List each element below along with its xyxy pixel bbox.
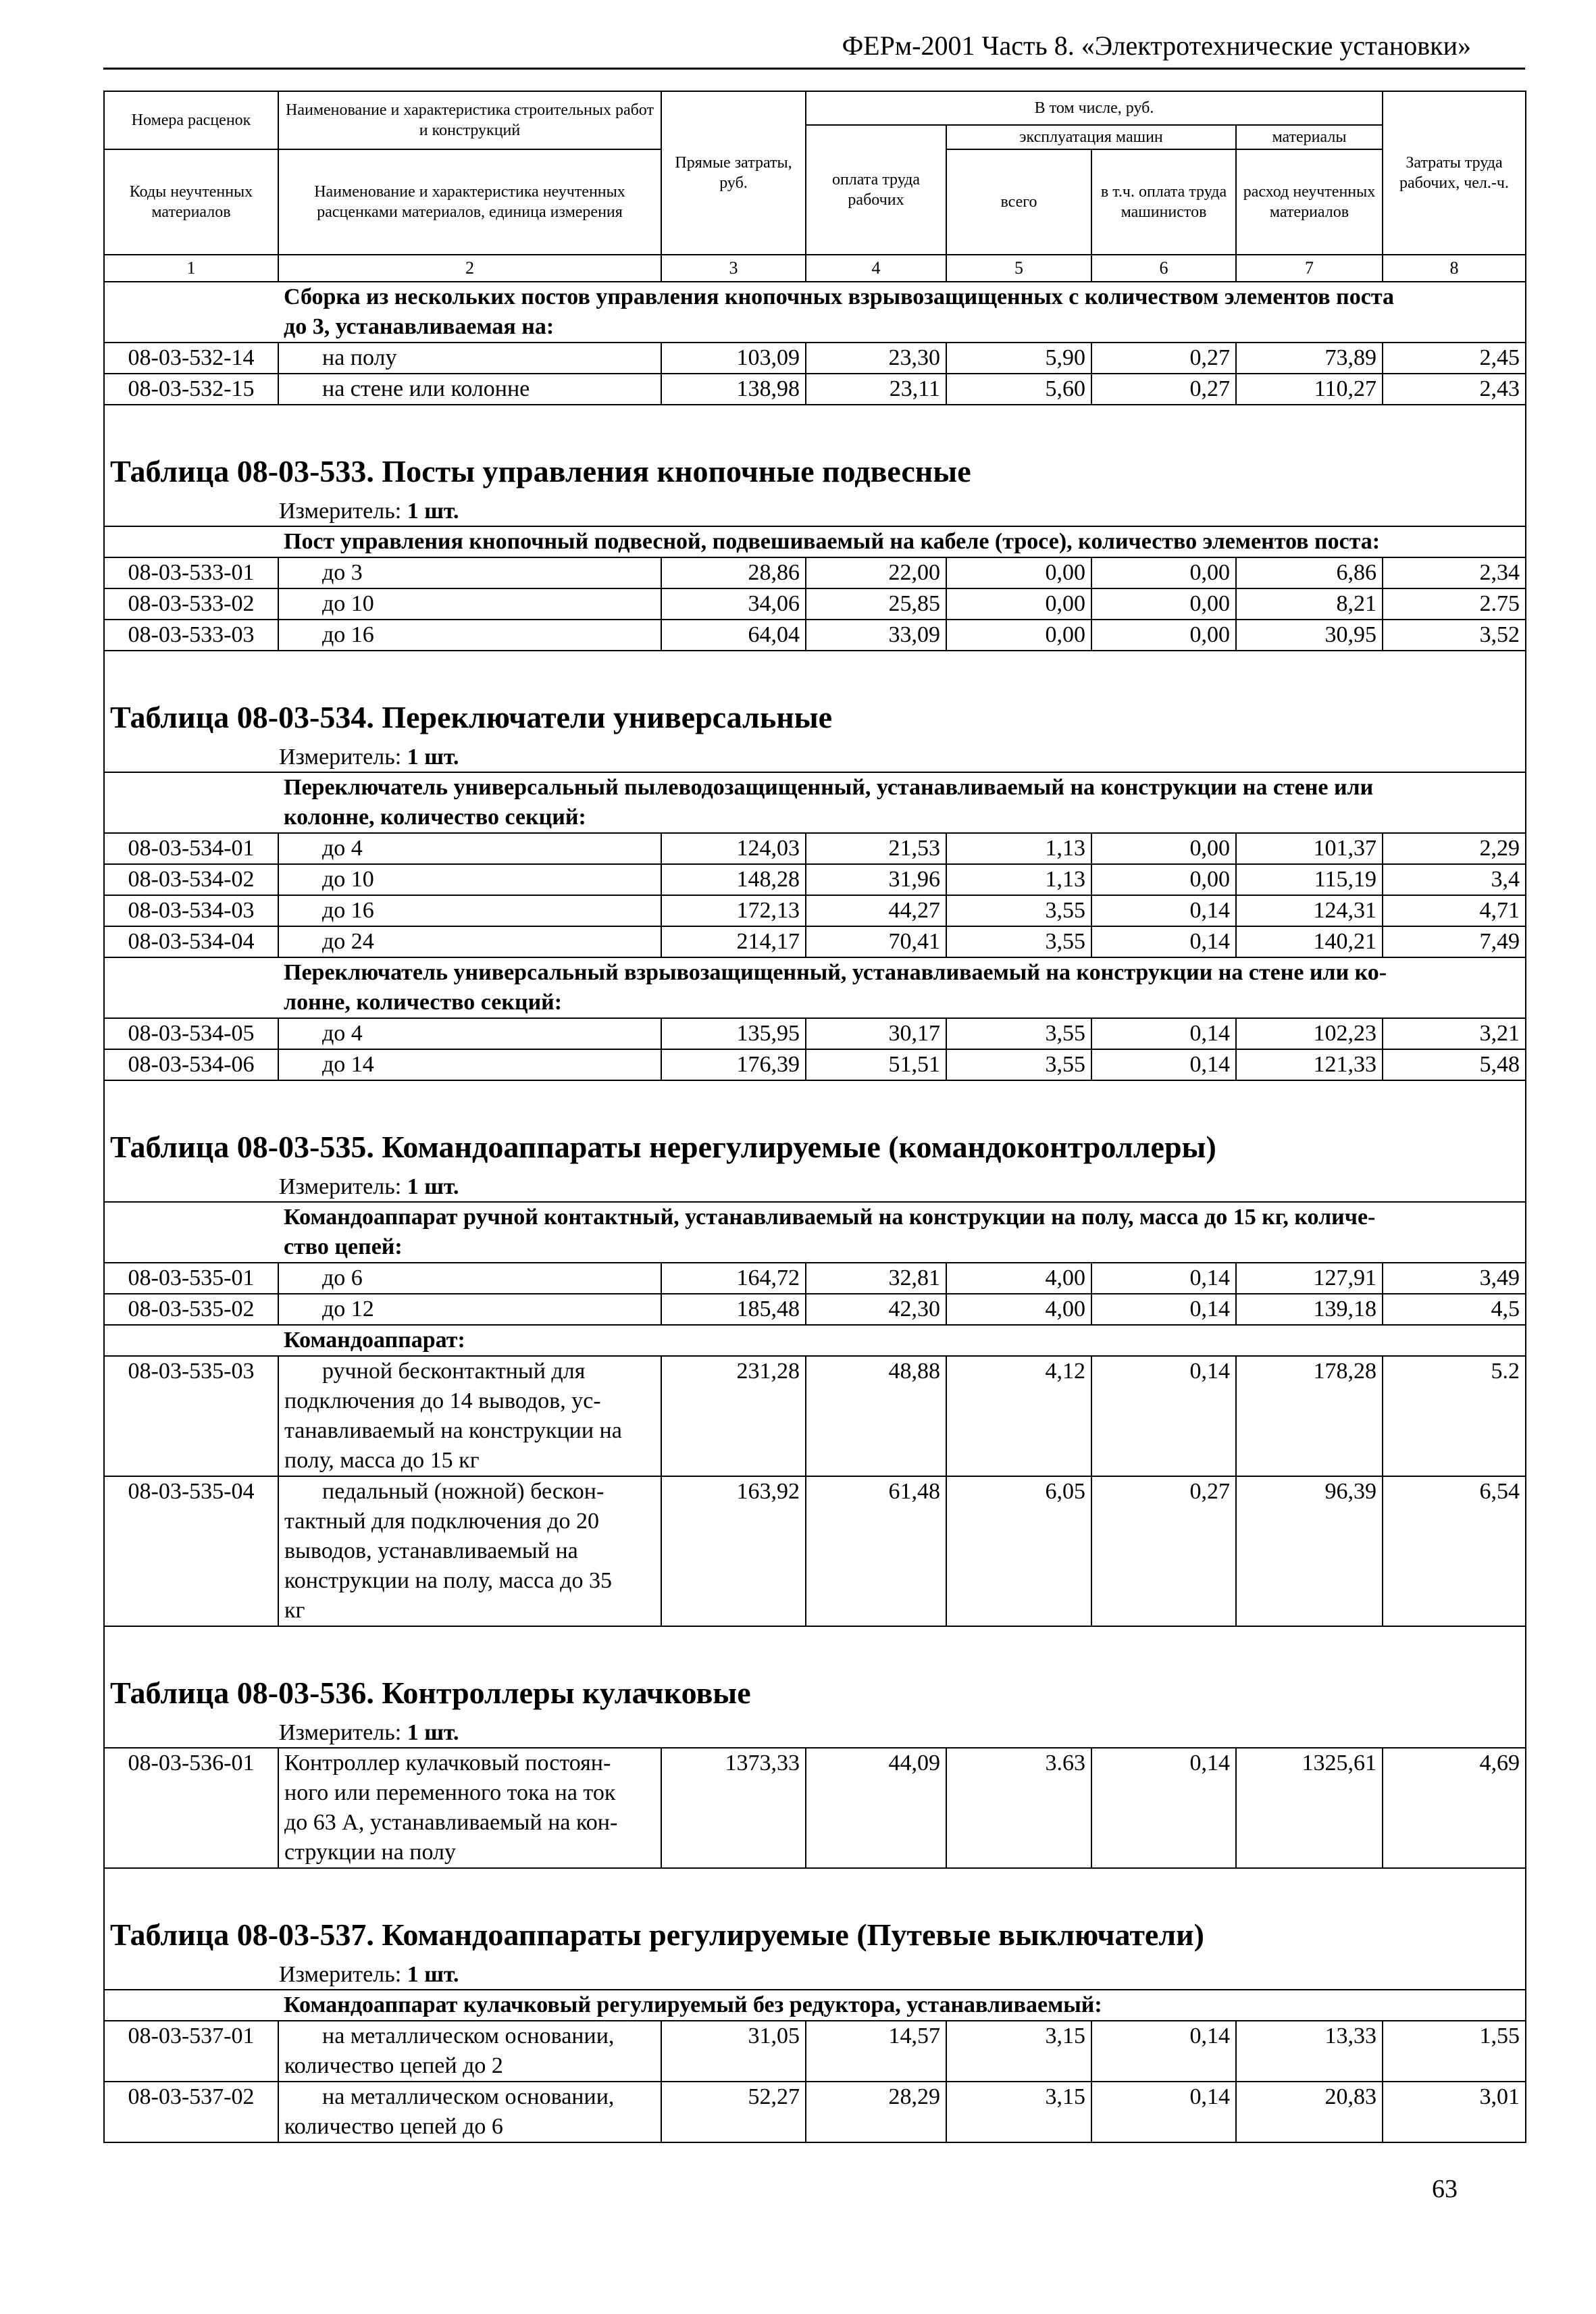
machine-total: 4,00 [946,1294,1091,1325]
machine-total: 1,13 [946,833,1091,864]
group-heading: Сборка из нескольких постов управления кнопочных взрывозащищенных с количеством элементов поста до 3, устанавливаемая на: [278,282,1526,343]
direct-costs: 1373,33 [661,1748,806,1868]
rates-table [103,91,1526,2143]
machinist-wage: 0,27 [1091,343,1236,374]
work-name: до 6 [278,1263,661,1294]
rate-code: 08-03-537-01 [104,2021,278,2082]
table-section-title-row [104,405,1526,497]
header-divider [103,68,1525,70]
rate-code: 08-03-534-01 [104,833,278,864]
work-name: на металлическом основании, количество цепей до 6 [278,2082,661,2142]
work-name: до 16 [278,895,661,926]
machinist-wage: 0,14 [1091,1294,1236,1325]
machine-total: 3,55 [946,895,1091,926]
rate-code: 08-03-535-02 [104,1294,278,1325]
rate-code: 08-03-534-05 [104,1018,278,1049]
worker-wage: 51,51 [806,1049,946,1080]
machine-total: 3,15 [946,2082,1091,2142]
unit-label: Измеритель: [279,1962,402,1987]
machinist-wage: 0,14 [1091,2082,1236,2142]
machine-total: 3,55 [946,1049,1091,1080]
group-heading: Пост управления кнопочный подвесной, подвешиваемый на кабеле (тросе), количество элементов поста: [278,526,1526,557]
labor-hours: 6,54 [1383,1476,1526,1626]
machine-total: 1,13 [946,864,1091,895]
machine-total: 3,55 [946,926,1091,957]
group-heading-row [104,1990,1526,2021]
worker-wage: 28,29 [806,2082,946,2142]
group-heading-row [104,957,1526,1018]
machinist-wage: 0,14 [1091,1049,1236,1080]
materials-cost: 127,91 [1236,1263,1383,1294]
unit-value: 1 шт. [407,499,459,524]
group-blank-cell [104,526,278,557]
materials-cost: 30,95 [1236,620,1383,651]
labor-hours: 2,34 [1383,557,1526,588]
table-row [104,1263,1526,1294]
column-number: 1 [104,255,278,282]
rate-code: 08-03-533-01 [104,557,278,588]
worker-wage: 70,41 [806,926,946,957]
work-name: на стене или колонне [278,374,661,405]
materials-cost: 110,27 [1236,374,1383,405]
machinist-wage: 0,00 [1091,557,1236,588]
work-name: до 10 [278,588,661,620]
machinist-wage: 0,14 [1091,1748,1236,1868]
table-row [104,1356,1526,1476]
direct-costs: 103,09 [661,343,806,374]
unit-of-measure [104,743,1526,772]
worker-wage: 14,57 [806,2021,946,2082]
labor-hours: 2.75 [1383,588,1526,620]
worker-wage: 61,48 [806,1476,946,1626]
materials-cost: 115,19 [1236,864,1383,895]
unit-label: Измеритель: [279,1720,402,1745]
direct-costs: 135,95 [661,1018,806,1049]
work-name: ручной бесконтактный для подключения до 14 выводов, ус- танавливаемый на конструкции на полу, масса до 15 кг [278,1356,661,1476]
unit-row [104,1173,1526,1202]
header-work-name: Наименование и характеристика строительных работ и конструкций [278,91,661,149]
direct-costs: 185,48 [661,1294,806,1325]
labor-hours: 4,69 [1383,1748,1526,1868]
labor-hours: 3,01 [1383,2082,1526,2142]
group-heading-row [104,1202,1526,1263]
section-title: Таблица 08-03-535. Командоаппараты нерегулируемые (командоконтроллеры) [104,1080,1526,1173]
worker-wage: 21,53 [806,833,946,864]
materials-cost: 102,23 [1236,1018,1383,1049]
worker-wage: 23,30 [806,343,946,374]
labor-hours: 3,4 [1383,864,1526,895]
table-row [104,1748,1526,1868]
group-heading: Переключатель универсальный взрывозащищенный, устанавливаемый на конструкции на стене или ко- лонне, количество секций: [278,957,1526,1018]
work-name: до 12 [278,1294,661,1325]
machinist-wage: 0,14 [1091,1356,1236,1476]
header-material-name: Наименование и характеристика неучтенных расценками материалов, единица измерения [278,149,661,255]
rate-code: 08-03-533-03 [104,620,278,651]
materials-cost: 178,28 [1236,1356,1383,1476]
header-material-consumption: расход неучтенных материалов [1236,149,1383,255]
unit-value: 1 шт. [407,1174,459,1199]
rate-code: 08-03-534-04 [104,926,278,957]
worker-wage: 31,96 [806,864,946,895]
work-name: педальный (ножной) бескон- тактный для подключения до 20 выводов, устанавливаемый на конструкции на полу, масса до 35 кг [278,1476,661,1626]
group-blank-cell [104,957,278,1018]
work-name: до 4 [278,833,661,864]
materials-cost: 6,86 [1236,557,1383,588]
work-name: на полу [278,343,661,374]
labor-hours: 2,29 [1383,833,1526,864]
worker-wage: 33,09 [806,620,946,651]
unit-value: 1 шт. [407,745,459,770]
rate-code: 08-03-534-02 [104,864,278,895]
materials-cost: 20,83 [1236,2082,1383,2142]
work-name: до 10 [278,864,661,895]
machine-total: 3,55 [946,1018,1091,1049]
work-name: Контроллер кулачковый постоян- ного или переменного тока на ток до 63 А, устанавливаемый на кон- струкции на полу [278,1748,661,1868]
group-heading-row [104,526,1526,557]
direct-costs: 28,86 [661,557,806,588]
section-title: Таблица 08-03-533. Посты управления кнопочные подвесные [104,405,1526,497]
group-blank-cell [104,282,278,343]
header-materials: материалы [1236,125,1383,149]
materials-cost: 140,21 [1236,926,1383,957]
labor-hours: 5,48 [1383,1049,1526,1080]
labor-hours: 7,49 [1383,926,1526,957]
table-section-title-row [104,1080,1526,1173]
rate-code: 08-03-537-02 [104,2082,278,2142]
worker-wage: 48,88 [806,1356,946,1476]
header-direct-costs: Прямые затраты, руб. [661,91,806,255]
rate-code: 08-03-536-01 [104,1748,278,1868]
worker-wage: 25,85 [806,588,946,620]
rate-code: 08-03-534-06 [104,1049,278,1080]
group-heading: Командоаппарат ручной контактный, устанавливаемый на конструкции на полу, масса до 15 кг, количе- ство цепей: [278,1202,1526,1263]
direct-costs: 176,39 [661,1049,806,1080]
group-blank-cell [104,1990,278,2021]
labor-hours: 2,45 [1383,343,1526,374]
unit-value: 1 шт. [407,1720,459,1745]
materials-cost: 1325,61 [1236,1748,1383,1868]
group-blank-cell [104,1325,278,1356]
materials-cost: 13,33 [1236,2021,1383,2082]
header-machine-operation: эксплуатация машин [946,125,1236,149]
direct-costs: 34,06 [661,588,806,620]
table-row [104,1476,1526,1626]
rate-code: 08-03-535-03 [104,1356,278,1476]
table-section-title-row [104,651,1526,743]
table-row [104,620,1526,651]
machinist-wage: 0,00 [1091,620,1236,651]
table-row [104,588,1526,620]
machine-total: 0,00 [946,620,1091,651]
group-heading: Командоаппарат кулачковый регулируемый без редуктора, устанавливаемый: [278,1990,1526,2021]
labor-hours: 3,21 [1383,1018,1526,1049]
work-name: до 24 [278,926,661,957]
direct-costs: 138,98 [661,374,806,405]
machine-total: 4,12 [946,1356,1091,1476]
group-heading-row [104,1325,1526,1356]
materials-cost: 8,21 [1236,588,1383,620]
page-header: ФЕРм-2001 Часть 8. «Электротехнические установки» [842,30,1471,61]
worker-wage: 42,30 [806,1294,946,1325]
table-row [104,926,1526,957]
table-row [104,864,1526,895]
header-including: В том числе, руб. [806,91,1383,125]
column-number: 5 [946,255,1091,282]
machinist-wage: 0,14 [1091,2021,1236,2082]
worker-wage: 30,17 [806,1018,946,1049]
rate-code: 08-03-533-02 [104,588,278,620]
section-title: Таблица 08-03-534. Переключатели универсальные [104,651,1526,743]
machine-total: 5,60 [946,374,1091,405]
header-machinist-wage: в т.ч. оплата труда машинистов [1091,149,1236,255]
table-row [104,343,1526,374]
header-machine-total: всего [946,149,1091,255]
rate-code: 08-03-535-04 [104,1476,278,1626]
unit-row [104,1961,1526,1990]
group-heading: Командоаппарат: [278,1325,1526,1356]
group-heading: Переключатель универсальный пылеводозащищенный, устанавливаемый на конструкции на стене или колонне, количество секций: [278,772,1526,833]
worker-wage: 32,81 [806,1263,946,1294]
machine-total: 0,00 [946,557,1091,588]
direct-costs: 64,04 [661,620,806,651]
section-title: Таблица 08-03-537. Командоаппараты регулируемые (Путевые выключатели) [104,1868,1526,1961]
labor-hours: 3,52 [1383,620,1526,651]
group-blank-cell [104,1202,278,1263]
worker-wage: 23,11 [806,374,946,405]
unit-of-measure [104,1719,1526,1748]
machine-total: 6,05 [946,1476,1091,1626]
labor-hours: 5.2 [1383,1356,1526,1476]
table-row [104,557,1526,588]
table-row [104,1018,1526,1049]
direct-costs: 164,72 [661,1263,806,1294]
column-number: 6 [1091,255,1236,282]
page-number: 63 [1432,2175,1458,2203]
direct-costs: 52,27 [661,2082,806,2142]
unit-of-measure [104,1173,1526,1202]
header-labor-costs: Затраты труда рабочих, чел.-ч. [1383,91,1526,255]
header-worker-wage: оплата труда рабочих [806,125,946,255]
materials-cost: 139,18 [1236,1294,1383,1325]
materials-cost: 121,33 [1236,1049,1383,1080]
machinist-wage: 0,27 [1091,1476,1236,1626]
direct-costs: 214,17 [661,926,806,957]
unit-of-measure [104,1961,1526,1990]
unit-of-measure [104,497,1526,526]
direct-costs: 148,28 [661,864,806,895]
work-name: на металлическом основании, количество цепей до 2 [278,2021,661,2082]
table-row [104,833,1526,864]
unit-row [104,743,1526,772]
work-name: до 14 [278,1049,661,1080]
labor-hours: 4,71 [1383,895,1526,926]
labor-hours: 2,43 [1383,374,1526,405]
labor-hours: 3,49 [1383,1263,1526,1294]
machine-total: 0,00 [946,588,1091,620]
table-section-title-row [104,1626,1526,1719]
unit-label: Измеритель: [279,1174,402,1199]
column-number: 8 [1383,255,1526,282]
table-row [104,374,1526,405]
machinist-wage: 0,14 [1091,895,1236,926]
machinist-wage: 0,00 [1091,864,1236,895]
machinist-wage: 0,14 [1091,1263,1236,1294]
work-name: до 16 [278,620,661,651]
column-number: 3 [661,255,806,282]
direct-costs: 231,28 [661,1356,806,1476]
work-name: до 3 [278,557,661,588]
column-number: 4 [806,255,946,282]
group-heading-row [104,282,1526,343]
machinist-wage: 0,27 [1091,374,1236,405]
unit-label: Измеритель: [279,745,402,770]
section-title: Таблица 08-03-536. Контроллеры кулачковые [104,1626,1526,1719]
machine-total: 4,00 [946,1263,1091,1294]
materials-cost: 96,39 [1236,1476,1383,1626]
unit-row [104,1719,1526,1748]
table-row [104,895,1526,926]
materials-cost: 101,37 [1236,833,1383,864]
direct-costs: 172,13 [661,895,806,926]
materials-cost: 73,89 [1236,343,1383,374]
rate-code: 08-03-532-15 [104,374,278,405]
machinist-wage: 0,14 [1091,1018,1236,1049]
header-material-codes: Коды неучтенных материалов [104,149,278,255]
worker-wage: 22,00 [806,557,946,588]
labor-hours: 1,55 [1383,2021,1526,2082]
rate-code: 08-03-532-14 [104,343,278,374]
machinist-wage: 0,00 [1091,588,1236,620]
column-numbers-row [104,255,1526,282]
column-number: 2 [278,255,661,282]
machine-total: 5,90 [946,343,1091,374]
direct-costs: 124,03 [661,833,806,864]
labor-hours: 4,5 [1383,1294,1526,1325]
worker-wage: 44,09 [806,1748,946,1868]
table-row [104,1294,1526,1325]
machine-total: 3,15 [946,2021,1091,2082]
rate-code: 08-03-534-03 [104,895,278,926]
materials-cost: 124,31 [1236,895,1383,926]
header-rate-numbers: Номера расценок [104,91,278,149]
machinist-wage: 0,00 [1091,833,1236,864]
table-section-title-row [104,1868,1526,1961]
direct-costs: 163,92 [661,1476,806,1626]
column-number: 7 [1236,255,1383,282]
table-row [104,2082,1526,2142]
unit-value: 1 шт. [407,1962,459,1987]
worker-wage: 44,27 [806,895,946,926]
table-row [104,1049,1526,1080]
machine-total: 3.63 [946,1748,1091,1868]
direct-costs: 31,05 [661,2021,806,2082]
machinist-wage: 0,14 [1091,926,1236,957]
unit-row [104,497,1526,526]
work-name: до 4 [278,1018,661,1049]
group-blank-cell [104,772,278,833]
rate-code: 08-03-535-01 [104,1263,278,1294]
unit-label: Измеритель: [279,499,402,524]
table-row [104,2021,1526,2082]
group-heading-row [104,772,1526,833]
